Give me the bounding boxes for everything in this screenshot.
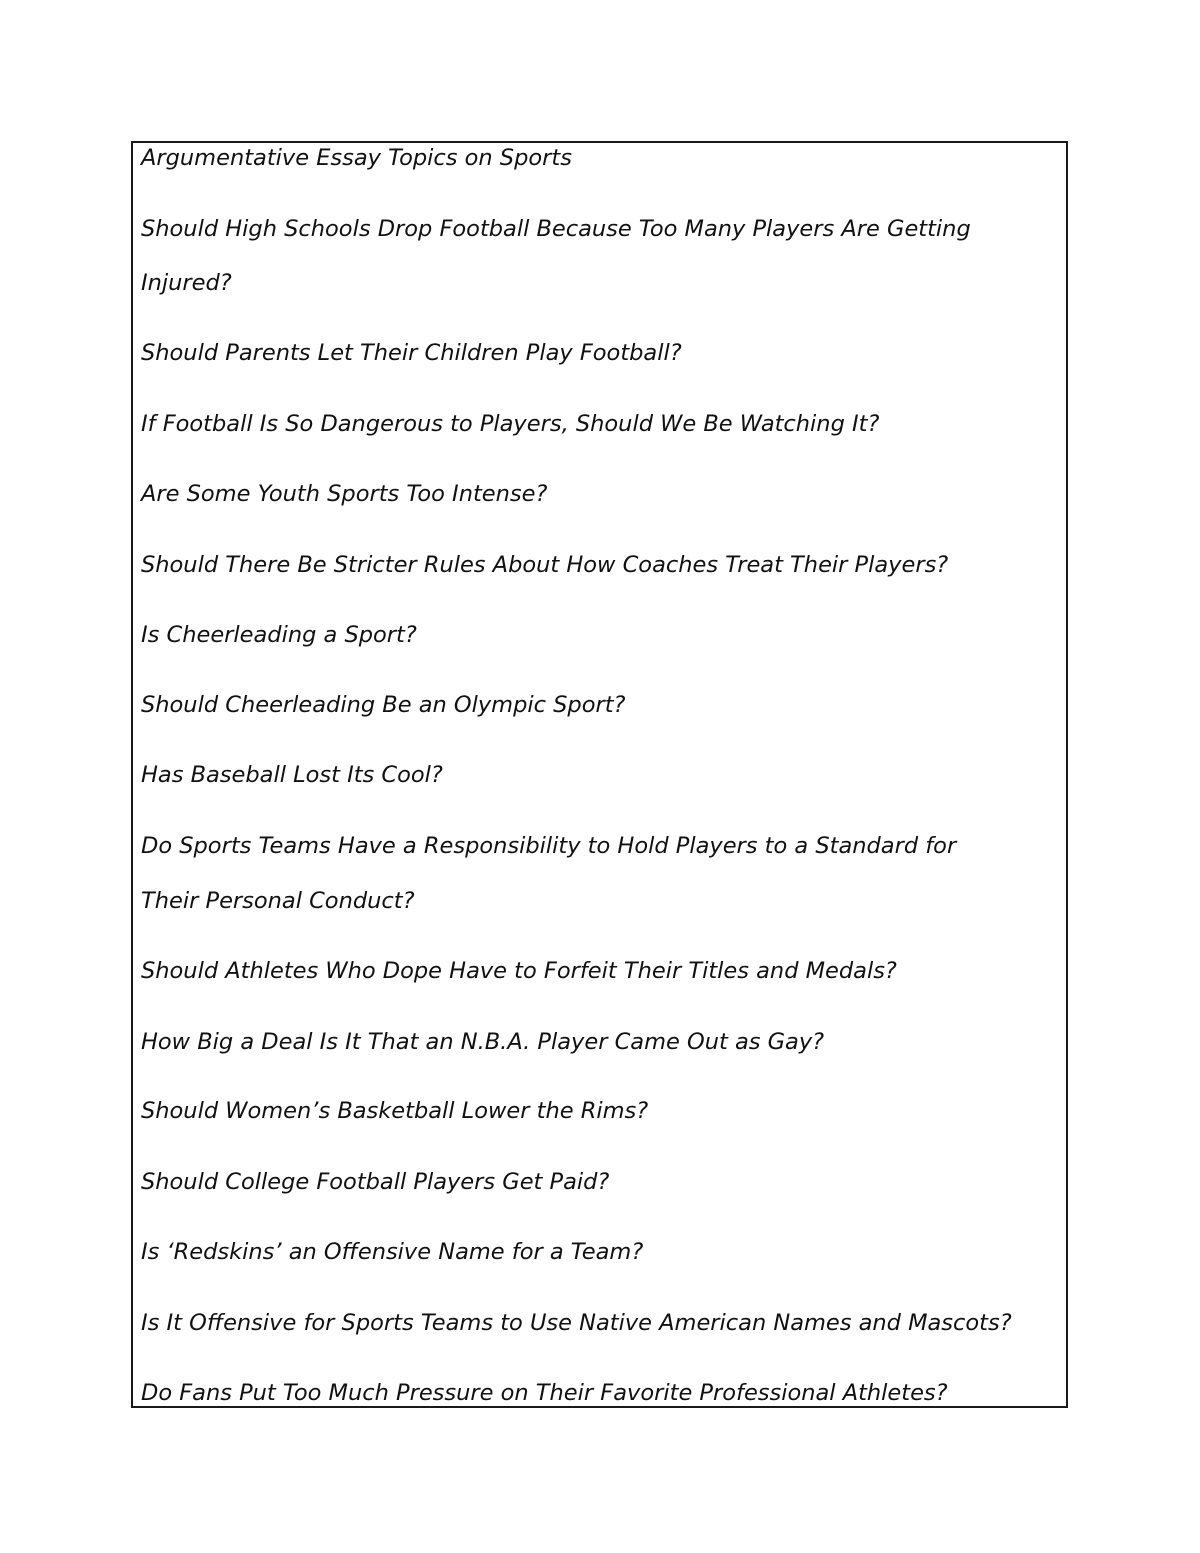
topic-line: Their Personal Conduct?	[141, 888, 415, 914]
topic-line: Do Sports Teams Have a Responsibility to Hold Players to a Standard for	[141, 833, 957, 859]
topic-line: Injured?	[141, 270, 232, 296]
document-title: Argumentative Essay Topics on Sports	[141, 145, 572, 171]
topic-line: Should Parents Let Their Children Play Football?	[141, 340, 682, 366]
topic-line: Should High Schools Drop Football Because Too Many Players Are Getting	[141, 216, 971, 242]
topic-line: Should Athletes Who Dope Have to Forfeit Their Titles and Medals?	[141, 958, 897, 984]
topic-line: Is Cheerleading a Sport?	[141, 622, 417, 648]
topic-line: Has Baseball Lost Its Cool?	[141, 762, 443, 788]
topic-line: How Big a Deal Is It That an N.B.A. Player Came Out as Gay?	[141, 1029, 825, 1055]
topic-line: Do Fans Put Too Much Pressure on Their Favorite Professional Athletes?	[141, 1380, 948, 1406]
topic-line: Should There Be Stricter Rules About How Coaches Treat Their Players?	[141, 552, 949, 578]
topic-line: If Football Is So Dangerous to Players, Should We Be Watching It?	[141, 411, 880, 437]
topic-line: Should Women’s Basketball Lower the Rims?	[141, 1098, 649, 1124]
topic-line: Is ‘Redskins’ an Offensive Name for a Team?	[141, 1239, 644, 1265]
topic-line: Should Cheerleading Be an Olympic Sport?	[141, 692, 626, 718]
topic-line: Should College Football Players Get Paid?	[141, 1169, 610, 1195]
topic-line: Are Some Youth Sports Too Intense?	[141, 481, 548, 507]
topic-line: Is It Offensive for Sports Teams to Use Native American Names and Mascots?	[141, 1310, 1012, 1336]
